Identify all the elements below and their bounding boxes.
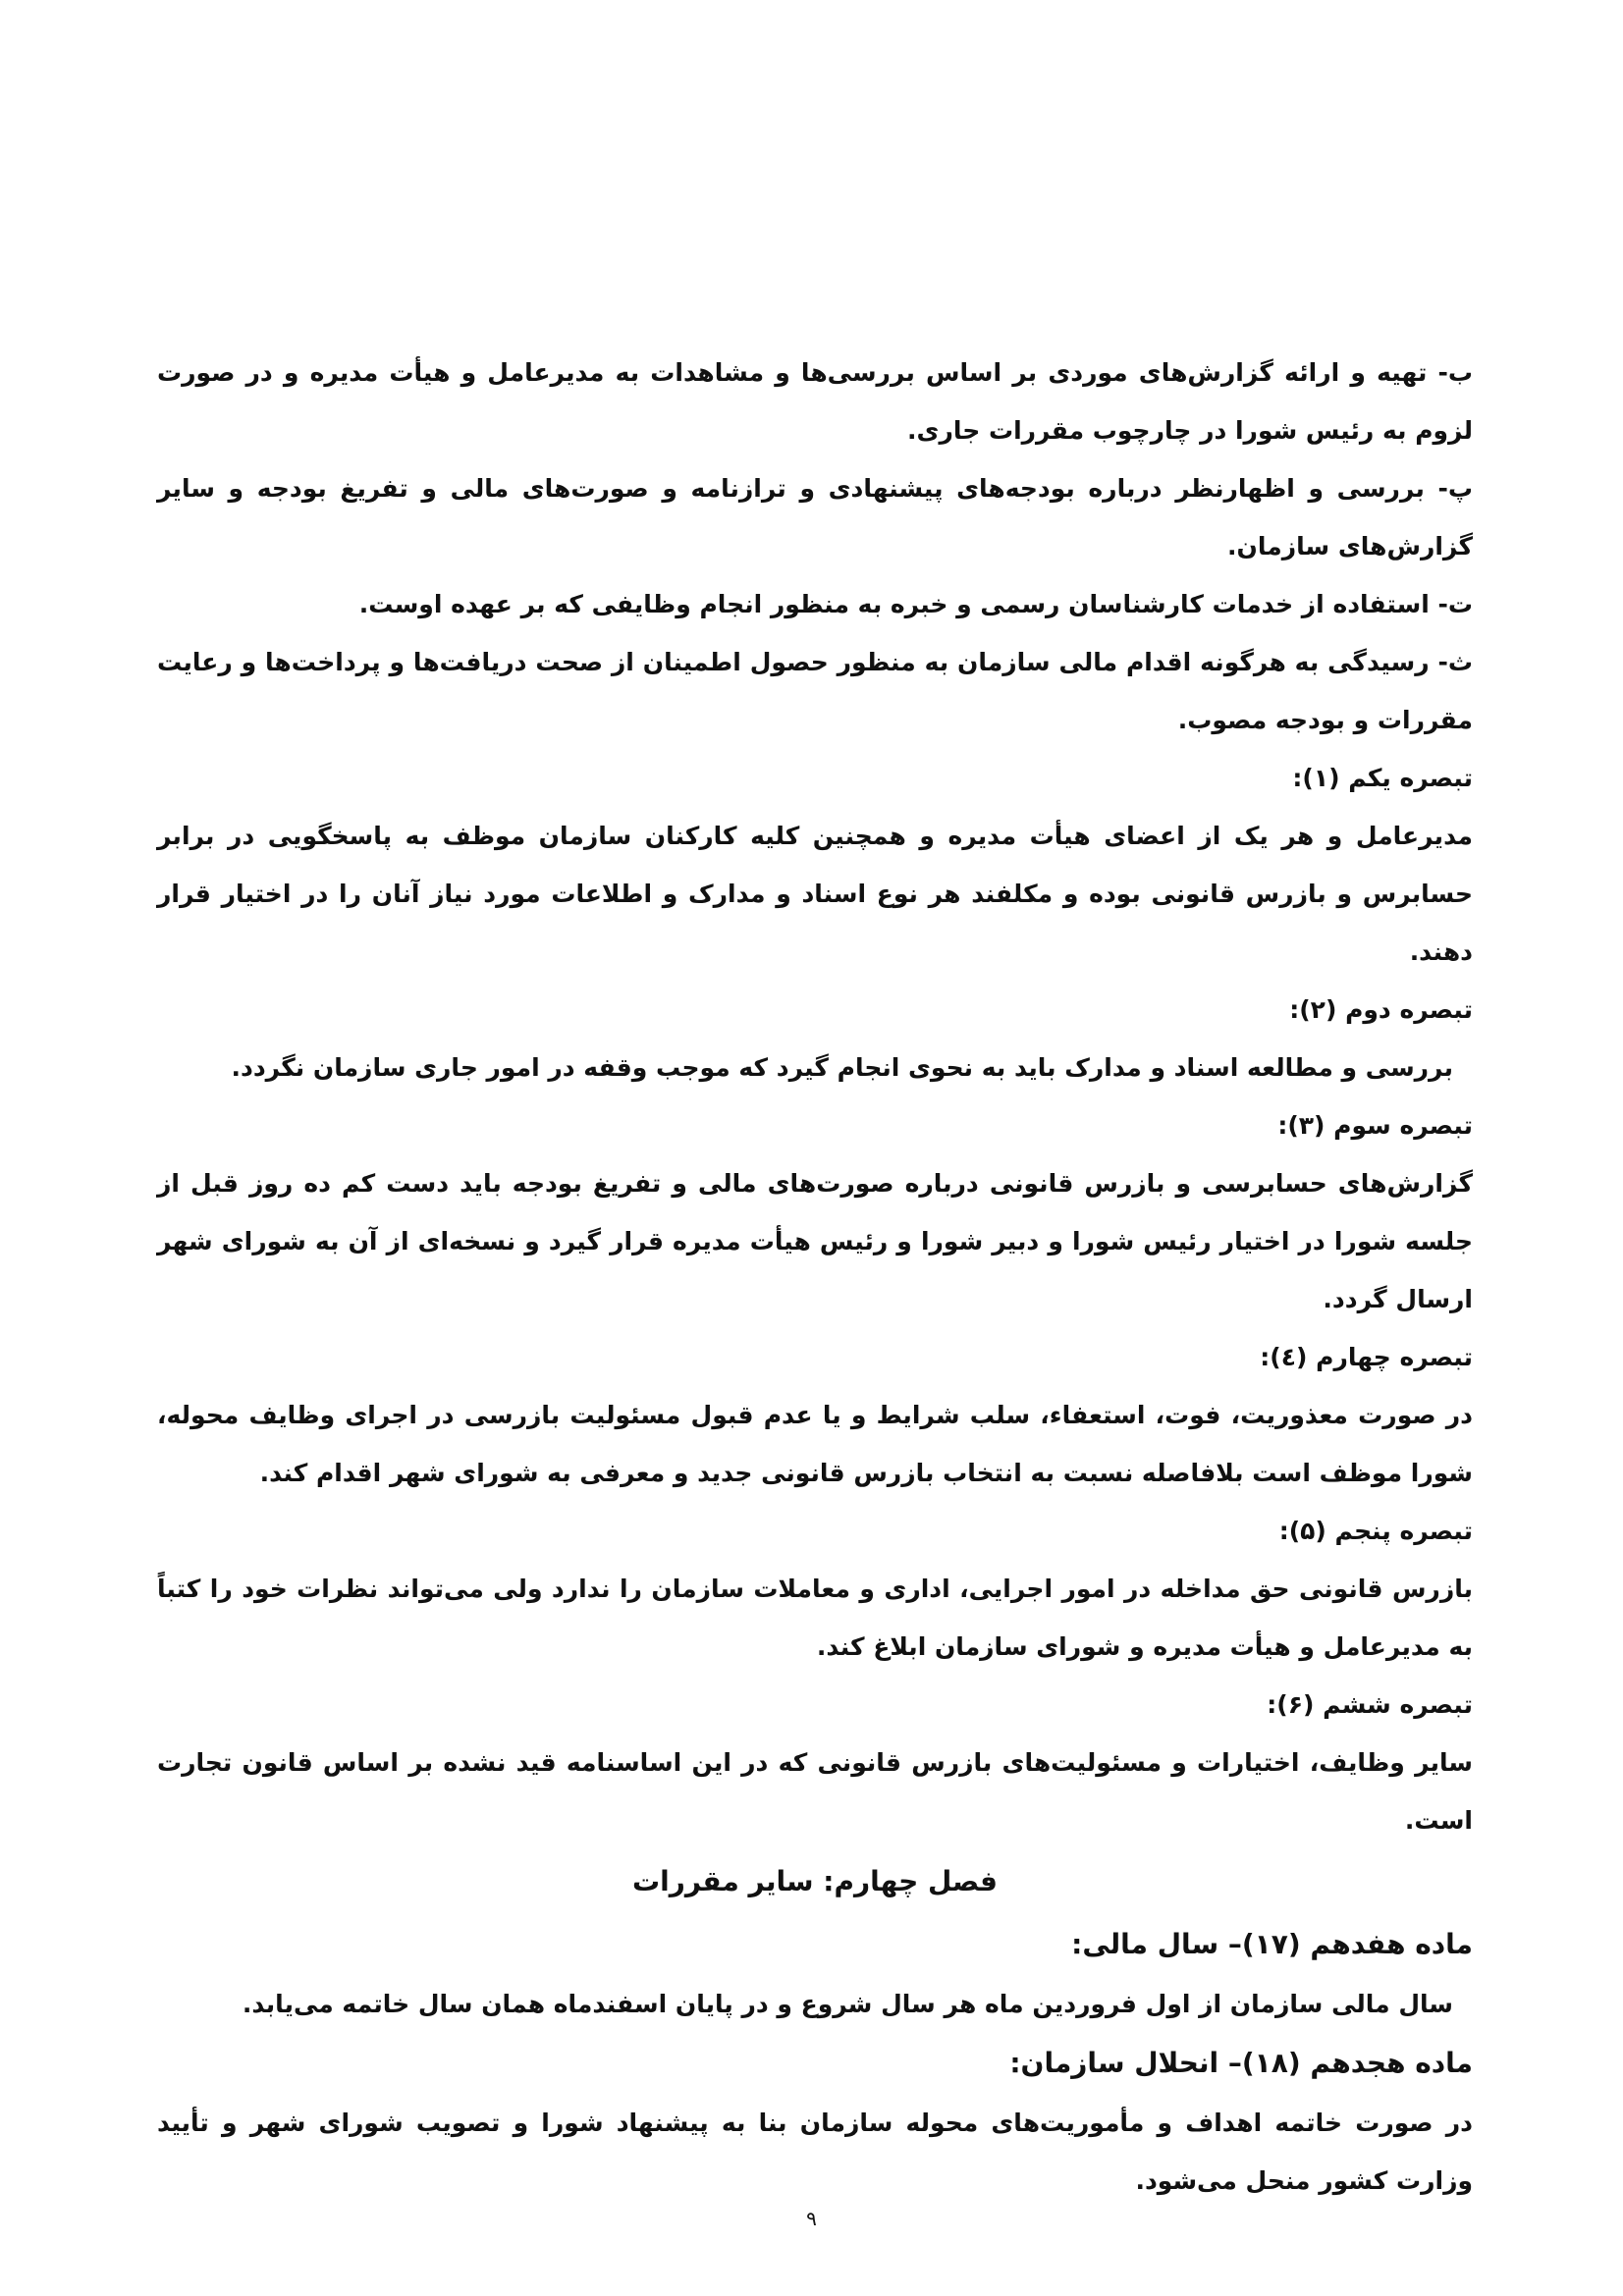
- paragraph-item-s: ث- رسیدگی به هرگونه اقدام مالی سازمان به منظور حصول اطمینان از صحت دریافت‌ها و پرداخت‌ها و رعایت مقررات و بودجه مصوب.: [157, 648, 1473, 734]
- note-4-title: تبصره چهارم (٤):: [1260, 1343, 1473, 1371]
- paragraph-item-t: ت- استفاده از خدمات کارشناسان رسمی و خبره به منظور انجام وظایفی که بر عهده اوست.: [358, 590, 1473, 618]
- paragraph-item-p: پ- بررسی و اظهارنظر درباره بودجه‌های پیشنهادی و ترازنامه و صورت‌های مالی و تفریغ بودجه و سایر گزارش‌های سازمان.: [157, 474, 1473, 561]
- article-17-title: ماده هفدهم (۱۷)– سال مالی:: [1071, 1928, 1473, 1960]
- chapter-title: فصل چهارم: سایر مقررات: [632, 1865, 998, 1897]
- note-6-text: سایر وظایف، اختیارات و مسئولیت‌های بازرس قانونی که در این اساسنامه قید نشده بر اساس قانون تجارت است.: [157, 1748, 1473, 1835]
- note-5-text: بازرس قانونی حق مداخله در امور اجرایی، اداری و معاملات سازمان را ندارد ولی می‌تواند نظرات خود را کتباً به مدیرعامل و هیأت مدیره و شورای سازمان ابلاغ کند.: [157, 1575, 1473, 1661]
- note-3-text: گزارش‌های حسابرسی و بازرس قانونی درباره صورت‌های مالی و تفریغ بودجه باید دست کم ده روز قبل از جلسه شورا در اختیار رئیس شورا و دبیر شورا و رئیس هیأت مدیره قرار گیرد و نسخه‌ای از آن به شورای شهر ارسال گردد.: [157, 1169, 1473, 1313]
- note-2-text: بررسی و مطالعه اسناد و مدارک باید به نحوی انجام گیرد که موجب وقفه در امور جاری سازمان نگردد.: [231, 1053, 1453, 1082]
- note-5-title: تبصره پنجم (۵):: [1278, 1517, 1473, 1545]
- article-18-title: ماده هجدهم (۱۸)– انحلال سازمان:: [1009, 2047, 1473, 2079]
- note-4-text: در صورت معذوریت، فوت، استعفاء، سلب شرایط و یا عدم قبول مسئولیت بازرسی در اجرای وظایف محوله، شورا موظف است بلافاصله نسبت به انتخاب بازرس قانونی جدید و معرفی به شورای شهر اقدام کند.: [157, 1401, 1473, 1487]
- note-1-text: مدیرعامل و هر یک از اعضای هیأت مدیره و همچنین کلیه کارکنان سازمان موظف به پاسخگویی در برابر حسابرس و بازرس قانونی بوده و مکلفند هر نوع اسناد و مدارک و اطلاعات مورد نیاز آنان را در اختیار قرار دهند.: [157, 822, 1473, 966]
- paragraph-item-b: ب- تهیه و ارائه گزارش‌های موردی بر اساس بررسی‌ها و مشاهدات به مدیرعامل و هیأت مدیره و در صورت لزوم به رئیس شورا در چارچوب مقررات جاری.: [157, 358, 1473, 445]
- note-2-title: تبصره دوم (۲):: [1289, 995, 1473, 1024]
- article-17-text: سال مالی سازمان از اول فروردین ماه هر سال شروع و در پایان اسفندماه همان سال خاتمه می‌یابد.: [242, 1990, 1453, 2018]
- page-number: ۹: [806, 2207, 817, 2230]
- document-body: [157, 344, 1473, 2210]
- note-3-title: تبصره سوم (۳):: [1277, 1111, 1473, 1140]
- article-18-text: در صورت خاتمه اهداف و مأموریت‌های محوله سازمان بنا به پیشنهاد شورا و تصویب شورای شهر و تأیید وزارت کشور منحل می‌شود.: [157, 2109, 1473, 2195]
- note-6-title: تبصره ششم (۶):: [1267, 1690, 1473, 1719]
- note-1-title: تبصره یکم (۱):: [1292, 764, 1473, 792]
